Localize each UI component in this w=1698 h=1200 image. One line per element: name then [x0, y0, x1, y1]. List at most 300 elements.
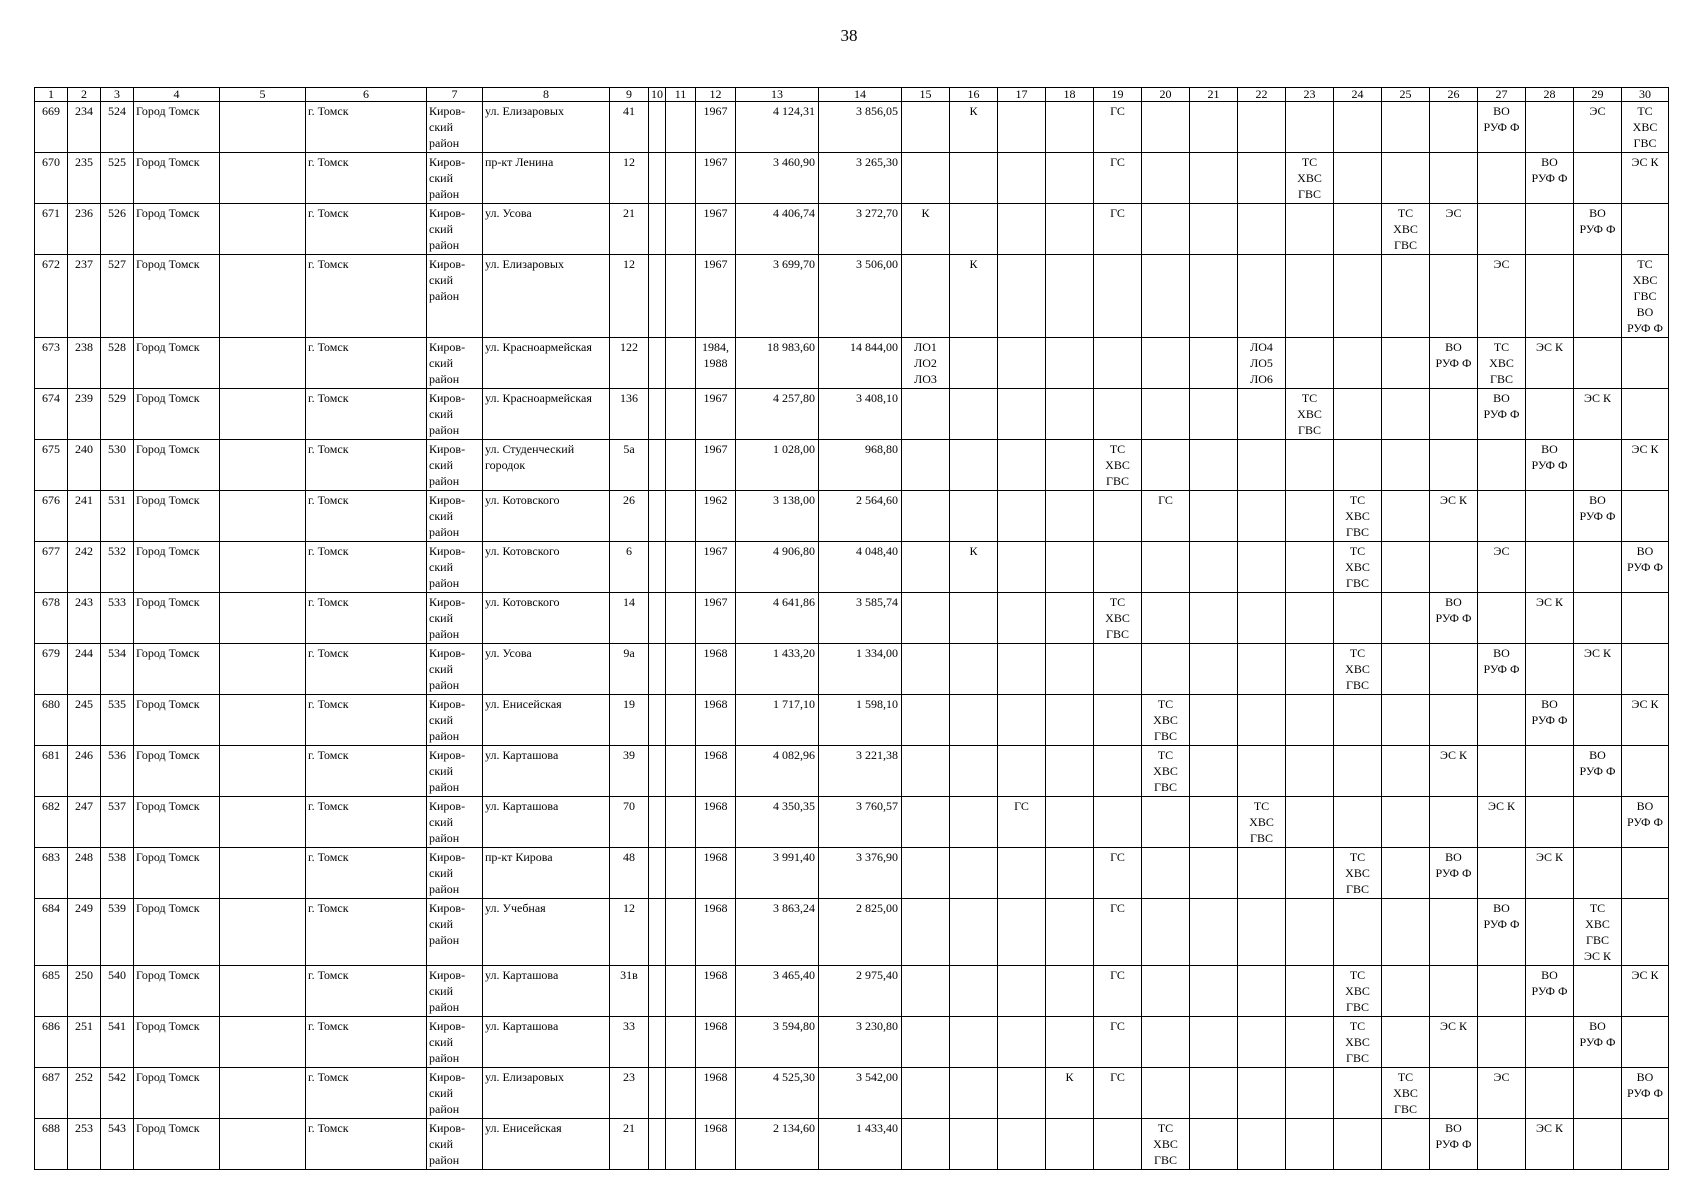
- street-cell: ул. Котовского: [483, 593, 610, 644]
- work-type-17-cell: [998, 848, 1046, 899]
- column-5-cell: [220, 542, 306, 593]
- column-10-cell: [649, 797, 666, 848]
- work-type-24-cell: [1334, 204, 1382, 255]
- work-type-20-cell: ГС: [1142, 491, 1190, 542]
- street-cell: ул. Елизаровых: [483, 255, 610, 338]
- work-type-16-cell: [950, 204, 998, 255]
- work-type-26-cell: [1430, 1068, 1478, 1119]
- house-number-cell: 12: [610, 153, 649, 204]
- work-type-30-cell: ЭС К: [1622, 695, 1669, 746]
- work-type-21-cell: [1190, 255, 1238, 338]
- work-type-18-cell: [1046, 899, 1094, 966]
- work-type-18-cell: [1046, 746, 1094, 797]
- district-number-cell: 244: [68, 644, 101, 695]
- work-type-18-cell: [1046, 593, 1094, 644]
- municipality-cell: Город Томск: [134, 153, 220, 204]
- work-type-25-cell: [1382, 153, 1430, 204]
- table-row: [35, 899, 1669, 966]
- work-type-23-cell: [1286, 797, 1334, 848]
- build-year-cell: 1967: [696, 593, 736, 644]
- work-type-15-cell: [902, 491, 950, 542]
- total-area-cell: 2 134,60: [736, 1119, 819, 1170]
- row-number-cell: 671: [35, 204, 68, 255]
- table-row: [35, 338, 1669, 389]
- house-number-cell: 5а: [610, 440, 649, 491]
- row-number-cell: 685: [35, 966, 68, 1017]
- table-row: [35, 1017, 1669, 1068]
- work-type-20-cell: [1142, 848, 1190, 899]
- record-number-cell: 530: [101, 440, 134, 491]
- work-type-27-cell: [1478, 593, 1526, 644]
- column-5-cell: [220, 1119, 306, 1170]
- district-number-cell: 251: [68, 1017, 101, 1068]
- table-row: [35, 204, 1669, 255]
- work-type-30-cell: [1622, 1017, 1669, 1068]
- page-number: 38: [840, 26, 858, 45]
- column-10-cell: [649, 966, 666, 1017]
- column-number-28: 28: [1526, 88, 1574, 102]
- settlement-cell: г. Томск: [306, 440, 427, 491]
- street-cell: ул. Котовского: [483, 491, 610, 542]
- column-10-cell: [649, 1068, 666, 1119]
- work-type-29-cell: ВО РУФ Ф: [1574, 746, 1622, 797]
- column-number-17: 17: [998, 88, 1046, 102]
- work-type-30-cell: [1622, 593, 1669, 644]
- house-number-cell: 122: [610, 338, 649, 389]
- work-type-26-cell: [1430, 542, 1478, 593]
- work-type-28-cell: [1526, 255, 1574, 338]
- column-11-cell: [666, 797, 696, 848]
- total-area-cell: 4 124,31: [736, 102, 819, 153]
- work-type-29-cell: [1574, 848, 1622, 899]
- settlement-cell: г. Томск: [306, 542, 427, 593]
- column-number-13: 13: [736, 88, 819, 102]
- work-type-26-cell: ЭС К: [1430, 491, 1478, 542]
- district-cell: Киров- ский район: [427, 255, 483, 338]
- work-type-23-cell: [1286, 746, 1334, 797]
- district-cell: Киров- ский район: [427, 966, 483, 1017]
- work-type-18-cell: [1046, 644, 1094, 695]
- total-area-cell: 3 138,00: [736, 491, 819, 542]
- municipality-cell: Город Томск: [134, 797, 220, 848]
- column-5-cell: [220, 491, 306, 542]
- row-number-cell: 681: [35, 746, 68, 797]
- work-type-16-cell: [950, 1119, 998, 1170]
- work-type-25-cell: [1382, 899, 1430, 966]
- work-type-18-cell: [1046, 255, 1094, 338]
- district-cell: Киров- ский район: [427, 1068, 483, 1119]
- district-number-cell: 238: [68, 338, 101, 389]
- work-type-22-cell: [1238, 102, 1286, 153]
- district-cell: Киров- ский район: [427, 899, 483, 966]
- municipality-cell: Город Томск: [134, 204, 220, 255]
- work-type-15-cell: [902, 1068, 950, 1119]
- municipality-cell: Город Томск: [134, 966, 220, 1017]
- district-number-cell: 245: [68, 695, 101, 746]
- work-type-28-cell: ВО РУФ Ф: [1526, 153, 1574, 204]
- work-type-30-cell: ВО РУФ Ф: [1622, 542, 1669, 593]
- settlement-cell: г. Томск: [306, 1119, 427, 1170]
- house-number-cell: 19: [610, 695, 649, 746]
- column-number-2: 2: [68, 88, 101, 102]
- build-year-cell: 1968: [696, 644, 736, 695]
- work-type-16-cell: [950, 338, 998, 389]
- living-area-cell: 4 048,40: [819, 542, 902, 593]
- column-number-25: 25: [1382, 88, 1430, 102]
- district-number-cell: 237: [68, 255, 101, 338]
- district-number-cell: 246: [68, 746, 101, 797]
- row-number-cell: 673: [35, 338, 68, 389]
- district-cell: Киров- ский район: [427, 204, 483, 255]
- work-type-21-cell: [1190, 204, 1238, 255]
- work-type-19-cell: ГС: [1094, 1017, 1142, 1068]
- work-type-18-cell: [1046, 966, 1094, 1017]
- work-type-28-cell: ВО РУФ Ф: [1526, 440, 1574, 491]
- work-type-28-cell: [1526, 1017, 1574, 1068]
- column-11-cell: [666, 848, 696, 899]
- work-type-23-cell: [1286, 966, 1334, 1017]
- district-cell: Киров- ский район: [427, 102, 483, 153]
- work-type-26-cell: [1430, 102, 1478, 153]
- work-type-23-cell: [1286, 848, 1334, 899]
- row-number-cell: 688: [35, 1119, 68, 1170]
- work-type-16-cell: [950, 491, 998, 542]
- work-type-15-cell: [902, 899, 950, 966]
- work-type-21-cell: [1190, 966, 1238, 1017]
- district-number-cell: 236: [68, 204, 101, 255]
- work-type-28-cell: [1526, 797, 1574, 848]
- work-type-16-cell: [950, 899, 998, 966]
- municipality-cell: Город Томск: [134, 1017, 220, 1068]
- work-type-26-cell: [1430, 695, 1478, 746]
- work-type-27-cell: [1478, 695, 1526, 746]
- district-cell: Киров- ский район: [427, 593, 483, 644]
- work-type-16-cell: К: [950, 255, 998, 338]
- work-type-21-cell: [1190, 1017, 1238, 1068]
- total-area-cell: 3 991,40: [736, 848, 819, 899]
- municipality-cell: Город Томск: [134, 644, 220, 695]
- record-number-cell: 529: [101, 389, 134, 440]
- work-type-30-cell: [1622, 899, 1669, 966]
- work-type-27-cell: [1478, 1119, 1526, 1170]
- record-number-cell: 538: [101, 848, 134, 899]
- work-type-16-cell: [950, 644, 998, 695]
- record-number-cell: 536: [101, 746, 134, 797]
- work-type-24-cell: [1334, 102, 1382, 153]
- work-type-30-cell: ЭС К: [1622, 153, 1669, 204]
- column-11-cell: [666, 746, 696, 797]
- work-type-18-cell: [1046, 491, 1094, 542]
- work-type-29-cell: [1574, 695, 1622, 746]
- work-type-28-cell: [1526, 102, 1574, 153]
- column-10-cell: [649, 899, 666, 966]
- district-number-cell: 243: [68, 593, 101, 644]
- work-type-29-cell: [1574, 255, 1622, 338]
- column-5-cell: [220, 695, 306, 746]
- work-type-29-cell: [1574, 797, 1622, 848]
- house-number-cell: 41: [610, 102, 649, 153]
- work-type-21-cell: [1190, 848, 1238, 899]
- work-type-26-cell: [1430, 440, 1478, 491]
- build-year-cell: 1968: [696, 899, 736, 966]
- work-type-30-cell: ВО РУФ Ф: [1622, 1068, 1669, 1119]
- work-type-18-cell: [1046, 389, 1094, 440]
- work-type-30-cell: ТС ХВС ГВС ВО РУФ Ф: [1622, 255, 1669, 338]
- municipality-cell: Город Томск: [134, 338, 220, 389]
- work-type-25-cell: ТС ХВС ГВС: [1382, 1068, 1430, 1119]
- work-type-22-cell: [1238, 542, 1286, 593]
- column-number-4: 4: [134, 88, 220, 102]
- municipality-cell: Город Томск: [134, 491, 220, 542]
- house-number-cell: 9а: [610, 644, 649, 695]
- table-row: [35, 542, 1669, 593]
- work-type-24-cell: [1334, 797, 1382, 848]
- municipality-cell: Город Томск: [134, 440, 220, 491]
- table-row: [35, 746, 1669, 797]
- work-type-19-cell: [1094, 491, 1142, 542]
- work-type-16-cell: [950, 1017, 998, 1068]
- table-row: [35, 153, 1669, 204]
- total-area-cell: 4 906,80: [736, 542, 819, 593]
- work-type-15-cell: [902, 593, 950, 644]
- living-area-cell: 2 975,40: [819, 966, 902, 1017]
- work-type-25-cell: [1382, 644, 1430, 695]
- work-type-21-cell: [1190, 1068, 1238, 1119]
- work-type-26-cell: ЭС К: [1430, 1017, 1478, 1068]
- house-number-cell: 33: [610, 1017, 649, 1068]
- district-cell: Киров- ский район: [427, 695, 483, 746]
- district-number-cell: 235: [68, 153, 101, 204]
- work-type-17-cell: [998, 255, 1046, 338]
- work-type-27-cell: ВО РУФ Ф: [1478, 644, 1526, 695]
- work-type-25-cell: [1382, 746, 1430, 797]
- column-number-29: 29: [1574, 88, 1622, 102]
- work-type-15-cell: [902, 389, 950, 440]
- table-row: [35, 440, 1669, 491]
- work-type-27-cell: ЭС: [1478, 542, 1526, 593]
- record-number-cell: 524: [101, 102, 134, 153]
- work-type-23-cell: [1286, 695, 1334, 746]
- build-year-cell: 1968: [696, 797, 736, 848]
- row-number-cell: 675: [35, 440, 68, 491]
- work-type-30-cell: [1622, 389, 1669, 440]
- row-number-cell: 680: [35, 695, 68, 746]
- column-10-cell: [649, 389, 666, 440]
- work-type-24-cell: [1334, 1119, 1382, 1170]
- work-type-27-cell: [1478, 848, 1526, 899]
- municipality-cell: Город Томск: [134, 255, 220, 338]
- living-area-cell: 3 230,80: [819, 1017, 902, 1068]
- total-area-cell: 4 082,96: [736, 746, 819, 797]
- column-5-cell: [220, 153, 306, 204]
- house-number-cell: 31в: [610, 966, 649, 1017]
- table-row: [35, 491, 1669, 542]
- settlement-cell: г. Томск: [306, 899, 427, 966]
- work-type-27-cell: ТС ХВС ГВС: [1478, 338, 1526, 389]
- work-type-17-cell: [998, 153, 1046, 204]
- table-row: [35, 848, 1669, 899]
- column-10-cell: [649, 695, 666, 746]
- column-11-cell: [666, 491, 696, 542]
- record-number-cell: 537: [101, 797, 134, 848]
- district-cell: Киров- ский район: [427, 153, 483, 204]
- work-type-29-cell: ЭС К: [1574, 644, 1622, 695]
- work-type-26-cell: [1430, 255, 1478, 338]
- living-area-cell: 3 760,57: [819, 797, 902, 848]
- build-year-cell: 1967: [696, 389, 736, 440]
- district-cell: Киров- ский район: [427, 644, 483, 695]
- work-type-18-cell: [1046, 102, 1094, 153]
- table-body: [35, 102, 1669, 1170]
- work-type-16-cell: [950, 440, 998, 491]
- work-type-19-cell: ГС: [1094, 848, 1142, 899]
- record-number-cell: 543: [101, 1119, 134, 1170]
- work-type-17-cell: [998, 644, 1046, 695]
- work-type-18-cell: [1046, 695, 1094, 746]
- work-type-17-cell: ГС: [998, 797, 1046, 848]
- work-type-21-cell: [1190, 1119, 1238, 1170]
- column-10-cell: [649, 153, 666, 204]
- column-11-cell: [666, 542, 696, 593]
- work-type-26-cell: [1430, 797, 1478, 848]
- row-number-cell: 683: [35, 848, 68, 899]
- work-type-25-cell: [1382, 102, 1430, 153]
- street-cell: ул. Енисейская: [483, 695, 610, 746]
- total-area-cell: 18 983,60: [736, 338, 819, 389]
- work-type-16-cell: К: [950, 102, 998, 153]
- work-type-29-cell: [1574, 1068, 1622, 1119]
- street-cell: ул. Учебная: [483, 899, 610, 966]
- work-type-23-cell: [1286, 644, 1334, 695]
- work-type-30-cell: ВО РУФ Ф: [1622, 797, 1669, 848]
- living-area-cell: 1 334,00: [819, 644, 902, 695]
- record-number-cell: 533: [101, 593, 134, 644]
- house-number-cell: 14: [610, 593, 649, 644]
- column-5-cell: [220, 746, 306, 797]
- work-type-26-cell: ЭС: [1430, 204, 1478, 255]
- work-type-17-cell: [998, 542, 1046, 593]
- work-type-19-cell: ТС ХВС ГВС: [1094, 440, 1142, 491]
- work-type-27-cell: ВО РУФ Ф: [1478, 102, 1526, 153]
- column-number-30: 30: [1622, 88, 1669, 102]
- column-5-cell: [220, 899, 306, 966]
- work-type-25-cell: [1382, 797, 1430, 848]
- work-type-21-cell: [1190, 746, 1238, 797]
- work-type-15-cell: [902, 1119, 950, 1170]
- total-area-cell: 3 460,90: [736, 153, 819, 204]
- work-type-28-cell: [1526, 491, 1574, 542]
- living-area-cell: 3 272,70: [819, 204, 902, 255]
- municipality-cell: Город Томск: [134, 746, 220, 797]
- work-type-26-cell: ВО РУФ Ф: [1430, 848, 1478, 899]
- table-row: [35, 1119, 1669, 1170]
- total-area-cell: 1 717,10: [736, 695, 819, 746]
- table-row: [35, 389, 1669, 440]
- build-year-cell: 1967: [696, 153, 736, 204]
- work-type-18-cell: [1046, 797, 1094, 848]
- work-type-27-cell: [1478, 204, 1526, 255]
- work-type-30-cell: [1622, 746, 1669, 797]
- column-11-cell: [666, 102, 696, 153]
- record-number-cell: 528: [101, 338, 134, 389]
- district-number-cell: 248: [68, 848, 101, 899]
- work-type-28-cell: [1526, 204, 1574, 255]
- total-area-cell: 3 465,40: [736, 966, 819, 1017]
- settlement-cell: г. Томск: [306, 593, 427, 644]
- living-area-cell: 2 825,00: [819, 899, 902, 966]
- work-type-26-cell: [1430, 153, 1478, 204]
- work-type-29-cell: [1574, 440, 1622, 491]
- work-type-25-cell: [1382, 542, 1430, 593]
- column-10-cell: [649, 746, 666, 797]
- work-type-23-cell: [1286, 204, 1334, 255]
- work-type-24-cell: ТС ХВС ГВС: [1334, 966, 1382, 1017]
- build-year-cell: 1967: [696, 255, 736, 338]
- work-type-29-cell: [1574, 1119, 1622, 1170]
- settlement-cell: г. Томск: [306, 746, 427, 797]
- column-5-cell: [220, 1068, 306, 1119]
- work-type-24-cell: [1334, 153, 1382, 204]
- work-type-24-cell: [1334, 593, 1382, 644]
- living-area-cell: 3 506,00: [819, 255, 902, 338]
- build-year-cell: 1968: [696, 746, 736, 797]
- work-type-15-cell: [902, 102, 950, 153]
- work-type-25-cell: [1382, 491, 1430, 542]
- street-cell: ул. Усова: [483, 644, 610, 695]
- work-type-22-cell: [1238, 440, 1286, 491]
- column-number-5: 5: [220, 88, 306, 102]
- living-area-cell: 3 265,30: [819, 153, 902, 204]
- work-type-26-cell: [1430, 899, 1478, 966]
- column-5-cell: [220, 848, 306, 899]
- work-type-27-cell: [1478, 153, 1526, 204]
- work-type-16-cell: [950, 1068, 998, 1119]
- settlement-cell: г. Томск: [306, 255, 427, 338]
- street-cell: ул. Усова: [483, 204, 610, 255]
- work-type-29-cell: ЭС: [1574, 102, 1622, 153]
- column-10-cell: [649, 593, 666, 644]
- district-cell: Киров- ский район: [427, 848, 483, 899]
- column-11-cell: [666, 593, 696, 644]
- street-cell: пр-кт Кирова: [483, 848, 610, 899]
- work-type-16-cell: [950, 797, 998, 848]
- work-type-24-cell: ТС ХВС ГВС: [1334, 491, 1382, 542]
- table-row: [35, 255, 1669, 338]
- total-area-cell: 1 028,00: [736, 440, 819, 491]
- district-number-cell: 240: [68, 440, 101, 491]
- work-type-15-cell: [902, 440, 950, 491]
- work-type-16-cell: [950, 389, 998, 440]
- work-type-27-cell: [1478, 746, 1526, 797]
- work-type-23-cell: [1286, 1017, 1334, 1068]
- table-row: [35, 797, 1669, 848]
- district-number-cell: 239: [68, 389, 101, 440]
- house-number-cell: 48: [610, 848, 649, 899]
- living-area-cell: 1 598,10: [819, 695, 902, 746]
- work-type-18-cell: [1046, 1017, 1094, 1068]
- column-5-cell: [220, 1017, 306, 1068]
- work-type-27-cell: [1478, 491, 1526, 542]
- work-type-28-cell: [1526, 746, 1574, 797]
- work-type-25-cell: [1382, 966, 1430, 1017]
- record-number-cell: 540: [101, 966, 134, 1017]
- table-row: [35, 695, 1669, 746]
- house-number-cell: 12: [610, 899, 649, 966]
- column-5-cell: [220, 593, 306, 644]
- work-type-30-cell: ЭС К: [1622, 966, 1669, 1017]
- municipality-cell: Город Томск: [134, 1068, 220, 1119]
- total-area-cell: 4 257,80: [736, 389, 819, 440]
